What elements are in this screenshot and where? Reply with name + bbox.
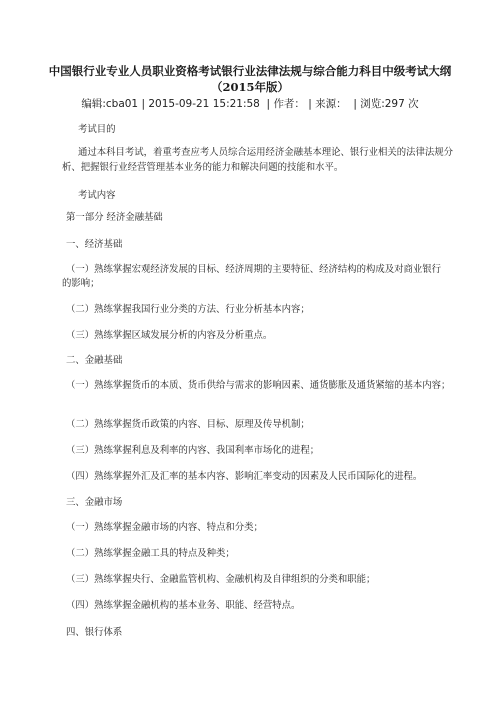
list-item-continuation: 的影响； [62, 278, 100, 289]
paragraph-line: 析、把握银行业经营管理基本业务的能力和解决问题的技能和水平。 [62, 162, 344, 173]
part-heading: 第一部分 经济金融基础 [66, 212, 163, 223]
meta-separator: | [304, 98, 316, 110]
section-heading: 一、经济基础 [66, 239, 123, 250]
section-heading: 三、金融市场 [66, 497, 123, 508]
list-item: （三）熟练掌握央行、金融监管机构、金融机构及自律组织的分类和职能； [66, 574, 376, 585]
meta-separator: | [138, 98, 149, 110]
paragraph-line: 通过本科目考试，着重考查应考人员综合运用经济金融基本理论、银行业相关的法律法规分 [78, 147, 454, 158]
list-item: （三）熟练掌握利息及利率的内容、我国利率市场化的进程； [66, 445, 320, 456]
list-item: （一）熟练掌握货币的本质、货币供给与需求的影响因素、通货膨胀及通货紧缩的基本内容； [66, 380, 451, 391]
meta-datetime: 2015-09-21 15:21:58 [148, 98, 260, 110]
document-title-edition: （2015年版） [210, 80, 289, 94]
list-item: （一）熟练掌握金融市场的内容、特点和分类； [66, 522, 263, 533]
section-heading: 二、金融基础 [66, 355, 123, 366]
heading-exam-content: 考试内容 [78, 190, 116, 201]
article-meta [0, 97, 500, 111]
heading-exam-purpose: 考试目的 [78, 124, 116, 135]
list-item: （二）熟练掌握我国行业分类的方法、行业分析基本内容； [66, 304, 310, 315]
list-item: （三）熟练掌握区域发展分析的内容及分析重点。 [66, 330, 273, 341]
section-heading: 四、银行体系 [66, 627, 123, 638]
meta-author: 作者： [273, 98, 305, 110]
list-item: （二）熟练掌握金融工具的特点及种类； [66, 548, 235, 559]
meta-separator: | [346, 98, 361, 110]
list-item: （一）熟练掌握宏观经济发展的目标、经济周期的主要特征、经济结构的构成及对商业银行 [66, 264, 442, 275]
meta-separator: | [259, 98, 274, 110]
meta-views: 浏览:297 次 [360, 98, 419, 110]
list-item: （四）熟练掌握外汇及汇率的基本内容、影响汇率变动的因素及人民币国际化的进程。 [66, 471, 423, 482]
document-title: 中国银行业专业人员职业资格考试银行业法律法规与综合能力科目中级考试大纲 [48, 64, 452, 78]
meta-editor: 编辑:cba01 [81, 98, 139, 110]
list-item: （二）熟练掌握货币政策的内容、目标、原理及传导机制； [66, 419, 310, 430]
list-item: （四）熟练掌握金融机构的基本业务、职能、经营特点。 [66, 600, 301, 611]
meta-source: 来源： [315, 98, 347, 110]
